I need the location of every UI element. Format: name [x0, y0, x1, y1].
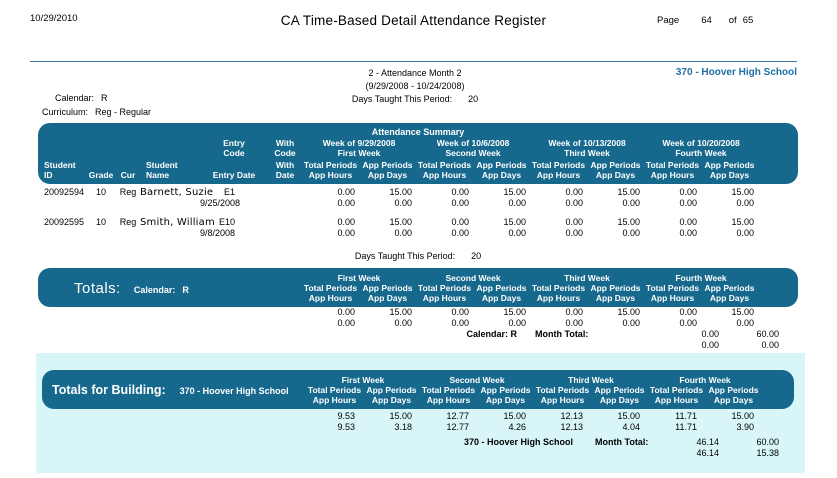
week-3-name: Third Week [564, 148, 610, 158]
total-periods-label: Total Periods [645, 160, 700, 170]
building-values [38, 411, 805, 459]
days-taught-line [0, 93, 830, 106]
app-days-label: App Days [599, 395, 640, 405]
metric-pair [644, 283, 758, 303]
building-month-total-line2 [38, 448, 805, 459]
metric-pair [420, 385, 534, 405]
month-total-days: 60.00 [756, 329, 779, 339]
days-taught-label: Days Taught This Period: [351, 94, 453, 104]
total-pages: 65 [742, 15, 754, 26]
spacer [758, 138, 798, 158]
hours-header [302, 283, 359, 303]
month-total-days: 0.00 [761, 340, 779, 350]
value-cell: 15.00 [731, 307, 754, 317]
days-header [359, 283, 416, 303]
value-cell: 0.00 [736, 318, 754, 328]
value-cell: 15.00 [503, 307, 526, 317]
week-1-name: First Week [337, 148, 381, 158]
attendance-summary-title: Attendance Summary [371, 127, 465, 137]
days-taught-value: 20 [468, 94, 479, 104]
with-code-column-header [268, 138, 302, 158]
week-2-name: Second Week [445, 148, 501, 158]
value-cell: 0.00 [736, 198, 754, 208]
month-total-days: 60.00 [756, 437, 779, 447]
days-header [705, 385, 762, 405]
student-id: 20092594 [44, 187, 85, 197]
hours-header [534, 385, 591, 405]
total-periods-label: Total Periods [535, 385, 590, 395]
w1-days-header [359, 160, 416, 180]
value-cell: 0.00 [394, 318, 412, 328]
week-1-column [306, 375, 420, 405]
calendar-totals-section [38, 268, 798, 351]
value-cell: 0.00 [337, 187, 355, 197]
app-hours-label: App Hours [308, 293, 353, 303]
spacer [783, 329, 798, 340]
week-4-header [644, 138, 758, 158]
month-total-hours: 0.00 [701, 340, 719, 350]
value-cell: 15.00 [389, 217, 412, 227]
calendar-label: Calendar: [133, 284, 176, 295]
building-band-left [42, 383, 306, 397]
value-cell: 0.00 [565, 198, 583, 208]
student-grade: 10 [95, 217, 106, 227]
building-totals-label: Totals for Building: [52, 383, 166, 397]
value-cell: 11.71 [675, 411, 697, 421]
column-header-row [38, 158, 798, 184]
student-name: Smith, William [140, 217, 215, 228]
curriculum-value: Reg - Regular [95, 107, 152, 117]
app-periods-label: App Periods [704, 283, 755, 293]
days-taught-mid-line [38, 251, 798, 261]
total-periods-label: Total Periods [531, 283, 586, 293]
week-2-name: Second Week [449, 375, 505, 385]
app-hours-label: App Hours [422, 293, 467, 303]
value-cell: 0.00 [451, 318, 469, 328]
value-cell: 0.00 [337, 198, 355, 208]
total-periods-label: Total Periods [303, 160, 358, 170]
week-1-name: First Week [341, 375, 385, 385]
code-headers [38, 138, 302, 158]
value-cell: 9.53 [337, 411, 355, 421]
app-periods-label: App Periods [708, 385, 759, 395]
of-label: of [728, 15, 737, 26]
total-periods-label: Total Periods [303, 283, 358, 293]
days-header [473, 283, 530, 303]
week-3-column [534, 375, 648, 405]
week-2-column [416, 273, 530, 303]
app-days-label: App Days [367, 170, 408, 180]
page-label: Page [657, 15, 680, 26]
value-cell: 0.00 [565, 187, 583, 197]
month-total-hours: 46.14 [696, 448, 719, 458]
app-hours-label: App Hours [308, 170, 353, 180]
app-days-label: App Days [709, 293, 750, 303]
app-periods-label: App Periods [590, 283, 641, 293]
w4-hours-header [644, 160, 701, 180]
student-id-column-header: Student ID [44, 160, 76, 180]
value-cell: 15.00 [731, 217, 754, 227]
total-periods-label: Total Periods [645, 283, 700, 293]
value-cell: 0.00 [451, 198, 469, 208]
cur-column-header: Cur [120, 170, 136, 180]
month-total-left-label: Calendar: R [466, 329, 517, 339]
school-name: 370 - Hoover High School [675, 67, 797, 78]
print-date: 10/29/2010 [30, 13, 78, 24]
week-4-column [648, 375, 762, 405]
student-cur: Reg [119, 187, 137, 197]
value-cell: 15.00 [731, 187, 754, 197]
app-hours-label: App Hours [426, 395, 471, 405]
week-4-name: Fourth Week [679, 375, 731, 385]
value-cell: 0.00 [679, 198, 697, 208]
week-2-header [416, 138, 530, 158]
value-cell: 0.00 [565, 318, 583, 328]
value-cell: 15.00 [389, 307, 412, 317]
value-cell: 15.00 [503, 187, 526, 197]
value-cell: 11.71 [675, 422, 697, 432]
hours-header [530, 283, 587, 303]
app-periods-label: App Periods [362, 160, 413, 170]
w2-hours-header [416, 160, 473, 180]
entry-code-column-header [200, 138, 268, 158]
value-cell: 0.00 [622, 198, 640, 208]
week-3-column [530, 273, 644, 303]
metric-pair [648, 385, 762, 405]
value-cell: 0.00 [679, 187, 697, 197]
total-periods-label: Total Periods [417, 283, 472, 293]
totals-values-line1 [38, 307, 798, 318]
app-periods-label: App Periods [476, 283, 527, 293]
week-2-name: Second Week [445, 273, 501, 283]
metric-pair [530, 283, 644, 303]
value-cell: 0.00 [679, 228, 697, 238]
calendar-value: R [101, 93, 108, 103]
building-values-line2 [38, 422, 805, 433]
calendar-month-total-line2 [38, 340, 798, 351]
value-cell: 0.00 [565, 217, 583, 227]
value-cell: 0.00 [679, 217, 697, 227]
app-periods-label: App Periods [480, 385, 531, 395]
spacer [573, 437, 595, 448]
week-2-column [420, 375, 534, 405]
app-hours-label: App Hours [654, 395, 699, 405]
week-header-row [38, 138, 798, 158]
app-periods-label: App Periods [590, 160, 641, 170]
value-cell: 12.13 [560, 422, 583, 432]
value-cell: 15.00 [617, 217, 640, 227]
days-header [587, 283, 644, 303]
app-hours-label: App Hours [312, 395, 357, 405]
code-label: Code [274, 148, 296, 158]
value-cell: 0.00 [337, 217, 355, 227]
app-days-label: App Days [595, 293, 636, 303]
days-taught-label: Days Taught This Period: [354, 251, 456, 261]
value-cell: 0.00 [451, 228, 469, 238]
value-cell: 0.00 [451, 307, 469, 317]
building-totals-section [36, 353, 805, 473]
report-topbar [0, 0, 837, 28]
week-4-name: Fourth Week [675, 273, 727, 283]
days-taught-value: 20 [471, 251, 482, 261]
student-name-column-header: Student Name [146, 160, 178, 180]
entry-code: E10 [218, 217, 235, 227]
total-periods-label: Total Periods [421, 385, 476, 395]
value-cell: 0.00 [394, 228, 412, 238]
page-number: 64 [701, 15, 712, 26]
month-total-hours: 0.00 [701, 329, 719, 339]
app-days-label: App Days [709, 170, 750, 180]
value-cell: 0.00 [565, 228, 583, 238]
building-school-name: 370 - Hoover High School [179, 386, 289, 396]
app-hours-label: App Hours [650, 170, 695, 180]
month-total-label: Month Total: [595, 437, 649, 447]
student-cur: Reg [119, 217, 137, 227]
student-id: 20092595 [44, 217, 85, 227]
hours-header [420, 385, 477, 405]
report-subheader [0, 65, 837, 123]
value-cell: 12.13 [560, 411, 583, 421]
entry-date: 9/25/2008 [200, 198, 241, 208]
app-periods-label: App Periods [476, 160, 527, 170]
total-periods-label: Total Periods [417, 160, 472, 170]
hours-header [648, 385, 705, 405]
value-cell: 15.00 [617, 187, 640, 197]
value-cell: 12.77 [446, 411, 469, 421]
totals-header-band [38, 268, 798, 307]
total-periods-label: Total Periods [531, 160, 586, 170]
w3-hours-header [530, 160, 587, 180]
week-1-header [302, 138, 416, 158]
value-cell: 0.00 [679, 307, 697, 317]
student-row [38, 187, 798, 209]
value-cell: 0.00 [394, 198, 412, 208]
building-values-line1 [38, 411, 805, 422]
hours-header [306, 385, 363, 405]
app-hours-label: App Hours [650, 293, 695, 303]
value-cell: 0.00 [451, 217, 469, 227]
week-3-date: Week of 10/13/2008 [548, 138, 626, 148]
week-3-name: Third Week [568, 375, 614, 385]
week-3-header [530, 138, 644, 158]
value-cell: 4.26 [508, 422, 526, 432]
value-cell: 0.00 [679, 318, 697, 328]
student-row-line2 [38, 228, 798, 239]
student-row [38, 217, 798, 239]
metric-pair [416, 283, 530, 303]
attendance-summary-section [38, 123, 798, 239]
value-cell: 0.00 [622, 318, 640, 328]
student-row-line2 [38, 198, 798, 209]
value-cell: 3.18 [394, 422, 412, 432]
app-days-label: App Days [481, 170, 522, 180]
calendar-month-total-line1 [38, 329, 798, 340]
month-total-days: 15.38 [756, 448, 779, 458]
value-cell: 0.00 [622, 228, 640, 238]
value-cell: 9.53 [337, 422, 355, 432]
days-header [363, 385, 420, 405]
value-cell: 0.00 [337, 228, 355, 238]
student-grade: 10 [95, 187, 106, 197]
metric-pair [534, 385, 648, 405]
value-cell: 15.00 [731, 411, 754, 421]
value-cell: 3.90 [736, 422, 754, 432]
app-days-label: App Days [713, 395, 754, 405]
attendance-month-label: 2 - Attendance Month 2 [368, 68, 462, 78]
month-total-left-label: 370 - Hoover High School [463, 437, 573, 447]
w1-hours-header [302, 160, 359, 180]
value-cell: 0.00 [508, 228, 526, 238]
week-4-column [644, 273, 758, 303]
calendar-value: R [182, 284, 189, 295]
attendance-summary-header-band [38, 123, 798, 184]
entry-code: E1 [223, 187, 235, 197]
building-month-total-line1 [38, 437, 805, 448]
week-4-name: Fourth Week [675, 148, 727, 158]
student-row-line1 [38, 187, 798, 198]
value-cell: 0.00 [508, 198, 526, 208]
app-periods-label: App Periods [362, 283, 413, 293]
value-cell: 15.00 [389, 411, 412, 421]
app-hours-label: App Hours [536, 170, 581, 180]
with-label: With [275, 138, 295, 148]
week-3-name: Third Week [564, 273, 610, 283]
curriculum-line [42, 107, 151, 117]
calendar-line [55, 93, 108, 103]
spacer [517, 329, 535, 340]
curriculum-label: Curriculum: [42, 107, 89, 117]
report-body [38, 123, 798, 351]
totals-calendar [134, 285, 189, 295]
week-4-date: Week of 10/20/2008 [662, 138, 740, 148]
student-name: Barnett, Suzie [140, 187, 214, 198]
value-cell: 0.00 [337, 307, 355, 317]
value-cell: 15.00 [617, 411, 640, 421]
value-cell: 0.00 [508, 318, 526, 328]
page-indicator [657, 13, 807, 26]
app-hours-label: App Hours [422, 170, 467, 180]
totals-values-line2 [38, 318, 798, 329]
hours-header [644, 283, 701, 303]
entry-date: 9/8/2008 [200, 228, 236, 238]
hours-header [416, 283, 473, 303]
app-days-label: App Days [371, 395, 412, 405]
value-cell: 0.00 [451, 187, 469, 197]
app-days-label: App Days [481, 293, 522, 303]
grade-column-header: Grade [88, 170, 114, 180]
value-cell: 0.00 [337, 318, 355, 328]
value-cell: 12.77 [446, 422, 469, 432]
app-periods-label: App Periods [594, 385, 645, 395]
value-cell: 0.00 [736, 228, 754, 238]
value-cell: 15.00 [503, 217, 526, 227]
with-date-column-header: With Date [275, 160, 295, 180]
app-hours-label: App Hours [536, 293, 581, 303]
total-periods-label: Total Periods [649, 385, 704, 395]
w3-days-header [587, 160, 644, 180]
totals-label: Totals: [74, 279, 121, 297]
metric-pair [306, 385, 420, 405]
w2-days-header [473, 160, 530, 180]
building-header-band [42, 370, 794, 409]
value-cell: 15.00 [389, 187, 412, 197]
app-periods-label: App Periods [366, 385, 417, 395]
app-hours-label: App Hours [540, 395, 585, 405]
student-row-line1 [38, 217, 798, 228]
week-1-column [302, 273, 416, 303]
app-periods-label: App Periods [704, 160, 755, 170]
page-title: CA Time-Based Detail Attendance Register [280, 13, 547, 28]
spacer [783, 437, 798, 448]
entry-date-column-header: Entry Date [212, 170, 256, 180]
value-cell: 0.00 [565, 307, 583, 317]
entry-label: Entry [223, 138, 245, 148]
app-days-label: App Days [595, 170, 636, 180]
days-header [701, 283, 758, 303]
value-cell: 15.00 [503, 411, 526, 421]
total-periods-label: Total Periods [307, 385, 362, 395]
w4-days-header [701, 160, 758, 180]
days-header [591, 385, 648, 405]
app-days-label: App Days [367, 293, 408, 303]
month-total-hours: 46.14 [696, 437, 719, 447]
week-1-date: Week of 9/29/2008 [322, 138, 396, 148]
days-header [477, 385, 534, 405]
week-2-date: Week of 10/6/2008 [436, 138, 510, 148]
week-1-name: First Week [337, 273, 381, 283]
app-days-label: App Days [485, 395, 526, 405]
metric-pair [302, 283, 416, 303]
value-cell: 4.04 [622, 422, 640, 432]
header-divider [30, 61, 797, 62]
totals-band-left [38, 280, 302, 297]
calendar-label: Calendar: [55, 93, 95, 103]
value-cell: 15.00 [617, 307, 640, 317]
code-label: Code [223, 148, 245, 158]
month-total-label: Month Total: [535, 329, 589, 339]
date-range-label: (9/29/2008 - 10/24/2008) [365, 81, 465, 91]
